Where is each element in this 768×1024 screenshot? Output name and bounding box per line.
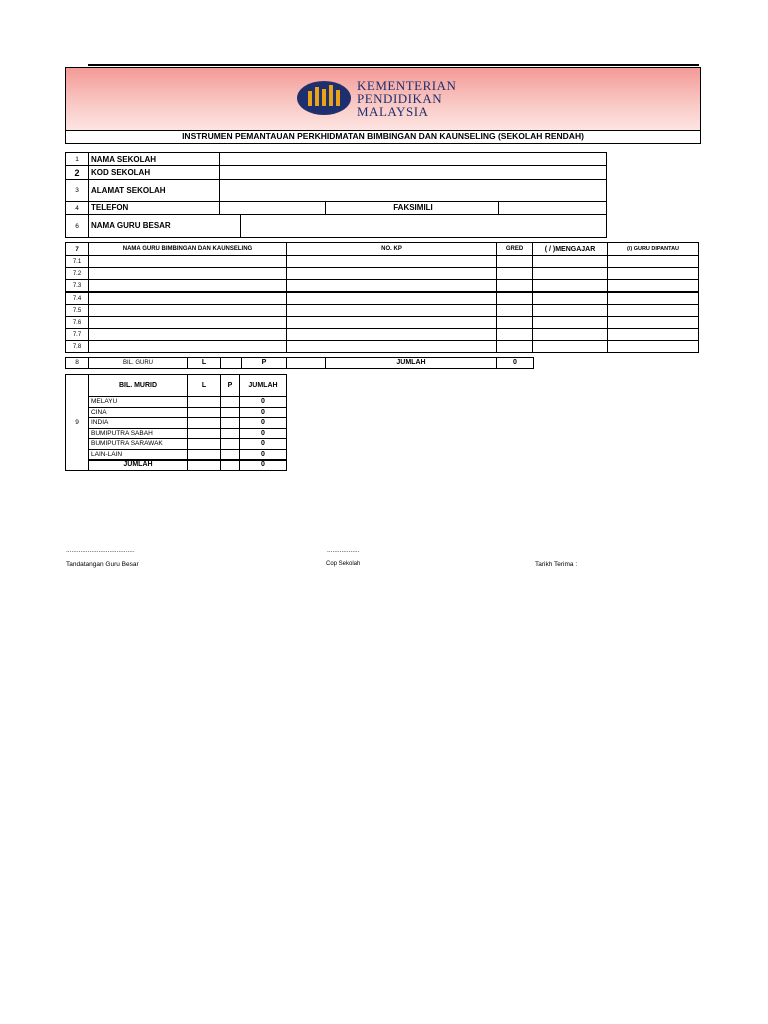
murid-row-label: LAIN-LAIN [88, 449, 188, 461]
row-number: 8 [65, 357, 89, 369]
guru-row-field[interactable] [286, 279, 497, 292]
murid-row-total: 0 [239, 449, 287, 461]
guru-row-number: 7.7 [65, 328, 89, 341]
guru-row-field[interactable] [532, 255, 608, 268]
murid-row-label: CINA [88, 407, 188, 419]
alamat-sekolah-label: ALAMAT SEKOLAH [88, 179, 220, 202]
bil-guru-jumlah-label: JUMLAH [325, 357, 497, 369]
nama-guru-besar-field[interactable] [240, 214, 607, 238]
murid-row-total: 0 [239, 407, 287, 419]
guru-row-field[interactable] [286, 304, 497, 317]
guru-row-field[interactable] [88, 328, 287, 341]
logo-line-3: MALAYSIA [357, 104, 429, 119]
murid-row-total: 0 [239, 438, 287, 450]
guru-row-field[interactable] [496, 292, 533, 305]
murid-row-total: 0 [239, 428, 287, 440]
bil-guru-jumlah-value: 0 [496, 357, 534, 369]
guru-row-field[interactable] [496, 316, 533, 329]
signature-dots-cop: .................. [327, 547, 360, 554]
guru-row-field[interactable] [286, 340, 497, 353]
bil-murid-header: BIL. MURID [88, 374, 188, 397]
tandatangan-guru-besar: Tandatangan Guru Besar [66, 561, 139, 568]
guru-row-field[interactable] [88, 279, 287, 292]
guru-row-field[interactable] [607, 292, 699, 305]
row-number: 4 [65, 201, 89, 215]
guru-row-field[interactable] [496, 267, 533, 280]
murid-row-label: MELAYU [88, 396, 188, 408]
guru-row-field[interactable] [496, 304, 533, 317]
guru-row-field[interactable] [532, 316, 608, 329]
guru-row-number: 7.3 [65, 279, 89, 292]
guru-row-field[interactable] [88, 267, 287, 280]
kpm-emblem-icon [296, 80, 352, 116]
bil-guru-p-field[interactable] [286, 357, 326, 369]
guru-row-field[interactable] [607, 328, 699, 341]
guru-row-field[interactable] [496, 328, 533, 341]
guru-row-number: 7.6 [65, 316, 89, 329]
guru-row-field[interactable] [88, 255, 287, 268]
guru-row-field[interactable] [607, 304, 699, 317]
murid-row-total: 0 [239, 417, 287, 429]
row-number: 7 [65, 242, 89, 256]
murid-row-total: 0 [239, 396, 287, 408]
guru-row-number: 7.2 [65, 267, 89, 280]
row-number: 3 [65, 179, 89, 202]
col-nama-guru: NAMA GURU BIMBINGAN DAN KAUNSELING [88, 242, 287, 256]
nama-sekolah-label: NAMA SEKOLAH [88, 152, 220, 166]
kod-sekolah-field[interactable] [219, 165, 607, 180]
guru-row-number: 7.4 [65, 292, 89, 305]
guru-row-number: 7.1 [65, 255, 89, 268]
guru-row-field[interactable] [532, 292, 608, 305]
murid-jumlah-label: JUMLAH [88, 459, 188, 471]
murid-row-label: BUMIPUTRA SARAWAK [88, 438, 188, 450]
kpm-logo-text [357, 79, 456, 118]
col-no-kp: NO. KP [286, 242, 497, 256]
bil-guru-l-field[interactable] [220, 357, 242, 369]
bil-guru-label: BIL. GURU [88, 357, 188, 369]
guru-row-number: 7.8 [65, 340, 89, 353]
signature-dots-guru-besar: ...................................... [66, 547, 135, 554]
tarikh-terima: Tarikh Terima : [535, 561, 578, 568]
nama-sekolah-field[interactable] [219, 152, 607, 166]
guru-row-field[interactable] [496, 255, 533, 268]
guru-row-field[interactable] [532, 279, 608, 292]
guru-row-field[interactable] [532, 267, 608, 280]
telefon-label: TELEFON [88, 201, 220, 215]
guru-row-field[interactable] [286, 255, 497, 268]
murid-row-label: INDIA [88, 417, 188, 429]
bil-guru-p-label: P [241, 357, 287, 369]
telefon-field[interactable] [219, 201, 326, 215]
guru-row-field[interactable] [607, 267, 699, 280]
col-mengajar: ( / )MENGAJAR [532, 242, 608, 256]
guru-row-field[interactable] [88, 292, 287, 305]
guru-row-field[interactable] [496, 279, 533, 292]
guru-row-field[interactable] [496, 340, 533, 353]
row-number: 1 [65, 152, 89, 166]
col-guru-dipantau: (/) GURU DIPANTAU [607, 242, 699, 256]
murid-jumlah-header: JUMLAH [239, 374, 287, 397]
murid-jumlah-p[interactable] [220, 459, 240, 471]
guru-row-field[interactable] [286, 267, 497, 280]
guru-row-field[interactable] [286, 292, 497, 305]
guru-row-field[interactable] [88, 340, 287, 353]
guru-row-number: 7.5 [65, 304, 89, 317]
cop-sekolah: Cop Sekolah [326, 561, 361, 567]
bil-guru-l-label: L [187, 357, 221, 369]
row-number: 9 [65, 374, 89, 471]
form-title: INSTRUMEN PEMANTAUAN PERKHIDMATAN BIMBINGAN DAN KAUNSELING (SEKOLAH RENDAH) [65, 129, 701, 144]
guru-row-field[interactable] [532, 304, 608, 317]
faksimili-field[interactable] [498, 201, 607, 215]
top-border-line [88, 64, 699, 66]
guru-row-field[interactable] [88, 304, 287, 317]
guru-row-field[interactable] [607, 255, 699, 268]
murid-l-header: L [187, 374, 221, 397]
guru-row-field[interactable] [532, 328, 608, 341]
murid-p-header: P [220, 374, 240, 397]
guru-row-field[interactable] [607, 279, 699, 292]
alamat-sekolah-field[interactable] [219, 179, 607, 202]
guru-row-field[interactable] [286, 316, 497, 329]
guru-row-field[interactable] [607, 316, 699, 329]
guru-row-field[interactable] [88, 316, 287, 329]
guru-row-field[interactable] [607, 340, 699, 353]
guru-row-field[interactable] [532, 340, 608, 353]
nama-guru-besar-label: NAMA GURU BESAR [88, 214, 241, 238]
murid-jumlah-l[interactable] [187, 459, 221, 471]
murid-row-label: BUMIPUTRA SABAH [88, 428, 188, 440]
row-number: 2 [65, 165, 89, 180]
row-number: 6 [65, 214, 89, 238]
guru-row-field[interactable] [286, 328, 497, 341]
murid-jumlah-value: 0 [239, 459, 287, 471]
logo-line-2: PENDIDIKAN [357, 91, 443, 106]
col-gred: GRED [496, 242, 533, 256]
kod-sekolah-label: KOD SEKOLAH [88, 165, 220, 180]
logo-line-1: KEMENTERIAN [357, 78, 457, 93]
faksimili-label: FAKSIMILI [325, 201, 499, 215]
